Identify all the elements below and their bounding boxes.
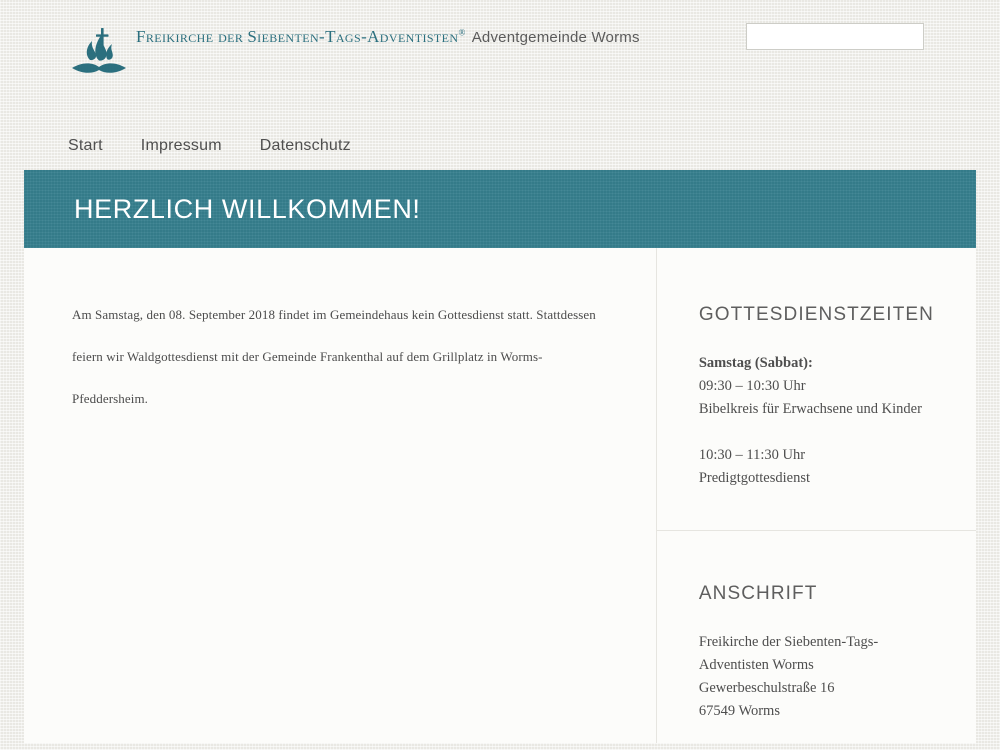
brand-line-1: Freikirche der xyxy=(136,26,244,46)
nav-item-start[interactable]: Start xyxy=(68,137,103,154)
address-line-3: Gewerbeschulstraße 16 xyxy=(698,680,835,696)
sidebar xyxy=(657,248,976,743)
service-2-time: 10:30 – 11:30 Uhr xyxy=(698,447,806,463)
site-header xyxy=(0,0,1000,170)
widget-title-service-times: GOTTESDIENSTZEITEN xyxy=(698,304,934,325)
widget-service-times xyxy=(657,248,976,530)
site-branding[interactable] xyxy=(68,22,640,86)
nav-item-impressum[interactable]: Impressum xyxy=(140,137,222,154)
widget-title-address: ANSCHRIFT xyxy=(698,583,818,604)
widget-body-address xyxy=(699,631,934,723)
search-input[interactable] xyxy=(746,23,924,50)
article-paragraph: Am Samstag, den 08. September 2018 findet im Gemeindehaus kein Gottesdienst statt. Stattdessen feiern wir Waldgottesdienst mit der Gemeinde Frankenthal auf dem Grillplatz in Worms-Pfeddersheim. xyxy=(72,307,596,406)
brand-line-2-text: Siebenten-Tags-Adventisten xyxy=(247,26,459,46)
address-line-1: Freikirche der Siebenten-Tags- xyxy=(698,634,879,650)
widget-body-service-times xyxy=(699,352,934,490)
primary-navigation[interactable] xyxy=(68,133,373,159)
brand-line-2 xyxy=(247,27,465,46)
search-form[interactable] xyxy=(746,23,924,50)
adventist-flame-bible-logo-icon xyxy=(68,24,130,86)
content-area xyxy=(24,248,976,743)
service-1-time: 09:30 – 10:30 Uhr xyxy=(698,378,806,394)
nav-item-datenschutz[interactable]: Datenschutz xyxy=(259,137,351,154)
page-title: HERZLICH WILLKOMMEN! xyxy=(74,193,421,224)
address-line-4: 67549 Worms xyxy=(698,703,780,719)
page-title-banner xyxy=(24,170,976,248)
brand-text-block xyxy=(136,22,640,47)
address-line-2: Adventisten Worms xyxy=(698,657,814,673)
service-2-description: Predigtgottesdienst xyxy=(698,470,811,486)
service-heading xyxy=(699,352,934,375)
service-spacer xyxy=(699,421,934,444)
service-1-description: Bibelkreis für Erwachsene und Kinder xyxy=(698,401,922,417)
registered-mark: ® xyxy=(458,27,466,37)
brand-subtitle: Adventgemeinde Worms xyxy=(471,28,640,46)
main-content xyxy=(24,248,657,743)
service-heading-text: Samstag (Sabbat): xyxy=(698,355,813,371)
widget-address xyxy=(657,530,976,750)
